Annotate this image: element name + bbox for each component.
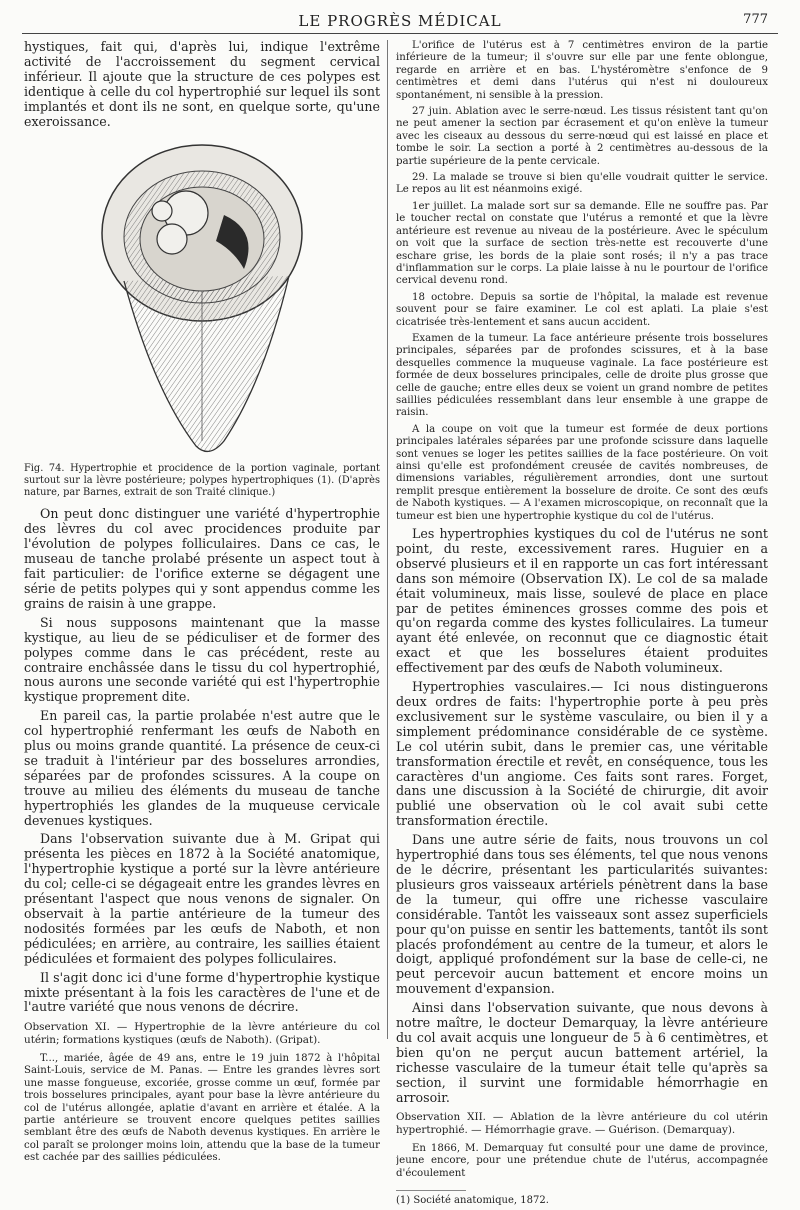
figure (24, 133, 380, 463)
paragraph: 1er juillet. La malade sort sur sa demande. Elle ne souffre pas. Par le toucher rectal on constate que l'utérus a remonté et que la lèvre antérieure est revenue au niveau de la postérieure. Avec le spéculum on voit que la surface de section très-nette est recouverte d'une eschare grise, les bords de la plaie sont rosés; il n'y a pas trace d'inflammation sur le corps. La plaie laisse à nu le pourtour de l'orifice cervical devenu rond. (396, 200, 768, 287)
paragraph: A la coupe on voit que la tumeur est formée de deux portions principales latérales séparées par une profonde scissure dans laquelle sont venues se loger les petites saillies de la face postérieure. On voit ainsi qu'elle est profondément creusée de cavités nombreuses, de dimensions variables, régulièrement arrondies, dont une surtout remplit presque entièrement la bosselure de droite. Ce sont des œufs de Naboth kystiques. — A l'examen microscopique, on reconnaît que la tumeur est bien une hypertrophie kystique du col de l'utérus. (396, 423, 768, 522)
running-title: LE PROGRÈS MÉDICAL (298, 12, 502, 30)
paragraph: 29. La malade se trouve si bien qu'elle voudrait quitter le service. Le repos au lit est néanmoins exigé. (396, 172, 768, 196)
observation-heading: Observation XII. — Ablation de la lèvre antérieure du col utérin hypertrophié. — Hémorrhagie grave. — Guérison. (Demarquay). (396, 1111, 768, 1137)
figure-caption: Fig. 74. Hypertrophie et procidence de la portion vaginale, portant surtout sur la lèvre postérieure; polypes hypertrophiques (1). (D'après nature, par Barnes, extrait de son Traité clinique.) (24, 463, 380, 499)
observation-heading: Observation XI. — Hypertrophie de la lèvre antérieure du col utérin; formations kystiques (œufs de Naboth). (Gripat). (24, 1021, 380, 1047)
paragraph: On peut donc distinguer une variété d'hypertrophie des lèvres du col avec procidences produite par l'évolution de polypes folliculaires. Dans ce cas, le museau de tanche prolabé présente un aspect tout à fait particulier: de l'orifice externe se dégagent une série de petits polypes qui y sont appendus comme les grains de raisin à une grappe. (24, 506, 380, 611)
paragraph: L'orifice de l'utérus est à 7 centimètres environ de la partie inférieure de la tumeur; il s'ouvre sur elle par une fente oblongue, regarde en arrière et en bas. L'hystéromètre s'enfonce de 9 centimètres et demi dans l'utérus qui n'est ni douloureux spontanément, ni sensible à la pression. (396, 40, 768, 101)
paragraph: Si nous supposons maintenant que la masse kystique, au lieu de se pédiculiser et de former des polypes comme dans le cas précédent, reste au contraire enchâssée dans le tissu du col hypertrophié, nous aurons une seconde variété qui est l'hypertrophie kystique proprement dite. (24, 614, 380, 705)
left-column (24, 40, 380, 1169)
column-divider (387, 40, 388, 1039)
paragraph: 27 juin. Ablation avec le serre-nœud. Les tissus résistent tant qu'on ne peut amener la section par écrasement et qu'on enlève la tumeur avec les ciseaux au dessous du serre-nœud qui est laissé en place et tombe le soir. La section a porté à 2 centimètres au-dessous de la partie supérieure de la pente cervicale. (396, 106, 768, 167)
page-number: 777 (743, 12, 768, 27)
paragraph: Il s'agit donc ici d'une forme d'hypertrophie kystique mixte présentant à la fois les caractères de l'une et de l'autre variété que nous venons de décrire. (24, 969, 380, 1015)
paragraph: Dans une autre série de faits, nous trouvons un col hypertrophié dans tous ses éléments, tel que nous venons de le décrire, présentant les particularités suivantes: plusieurs gros vaisseaux artériels pénètrent dans la base de la tumeur, qui offre une richesse vasculaire considérable. Tantôt les vaisseaux sont assez superficiels pour qu'on puisse en sentir les battements, tantôt ils sont placés profondément au centre de la tumeur, et alors le doigt, appliqué profondément sur la base de celle-ci, ne peut percevoir aucun battement et encore moins un mouvement d'expansion. (396, 832, 768, 997)
paragraph: T..., mariée, âgée de 49 ans, entre le 19 juin 1872 à l'hôpital Saint-Louis, service de M. Panas. — Entre les grandes lèvres sort une masse fongueuse, excoriée, grosse comme un œuf, formée par trois bosselures principales, ayant pour base la lèvre antérieure du col de l'utérus allongée, aplatie d'avant en arrière et étalée. A la partie antérieure se trouvent encore quelques petites saillies semblant être des œufs de Naboth devenus kystiques. En arrière le col paraît se prolonger moins loin, attendu que la base de la tumeur est cachée par des saillies pédiculées. (24, 1052, 380, 1164)
paragraph: hystiques, fait qui, d'après lui, indique l'extrême activité de l'accroissement du segment cervical inférieur. Il ajoute que la structure de ces polypes est identique à celle du col hypertrophié sur lequel ils sont implantés et dont ils ne sont, en quelque sorte, qu'une exeroissance. (24, 40, 380, 129)
hypertrophy-illustration (84, 141, 324, 461)
header-rule (22, 33, 778, 34)
paragraph: Dans l'observation suivante due à M. Gripat qui présenta les pièces en 1872 à la Société anatomique, l'hypertrophie kystique a porté sur la lèvre antérieure du col; celle-ci se dégageait entre les grandes lèvres en présentant l'aspect que nous venons de signaler. On observait à la partie antérieure de la tumeur des nodosités formées par les œufs de Naboth, et non pédiculées; en arrière, au contraire, les saillies étaient pédiculées et formaient des polypes folliculaires. (24, 831, 380, 966)
footnote: (1) Société anatomique, 1872. (396, 1195, 549, 1207)
paragraph: En 1866, M. Demarquay fut consulté pour une dame de province, jeune encore, pour une prétendue chute de l'utérus, accompagnée d'écoulement (396, 1143, 768, 1179)
paragraph: En pareil cas, la partie prolabée n'est autre que le col hypertrophié renfermant les œufs de Naboth en plus ou moins grande quantité. La présence de ceux-ci se traduit à l'intérieur par des bosselures arrondies, séparées par de profondes scissures. A la coupe on trouve au milieu des éléments du museau de tanche hypertrophiés les glandes de la muqueuse cervicale devenues kystiques. (24, 708, 380, 828)
paragraph: Examen de la tumeur. La face antérieure présente trois bosselures principales, séparées par de profondes scissures, et à la base desquelles commence la muqueuse vaginale. La face postérieure est formée de deux bosselures principales, celle de droite plus grosse que celle de gauche; entre elles deux se voient un grand nombre de petites saillies pédiculées ressemblant dans leur ensemble à une grappe de raisin. (396, 332, 768, 419)
footnote-rule (396, 1190, 466, 1191)
paragraph: Hypertrophies vasculaires.— Ici nous distinguerons deux ordres de faits: l'hypertrophie porte à peu près exclusivement sur le système vasculaire, ou bien il y a simplement prédominance considérable de ce système. Le col utérin subit, dans le premier cas, une véritable transformation érectile et revêt, en conséquence, tous les caractères d'un angiome. Ces faits sont rares. Forget, dans une discussion à la Société de chirurgie, dit avoir publié une observation où le col avait subi cette transformation érectile. (396, 679, 768, 829)
paragraph: Les hypertrophies kystiques du col de l'utérus ne sont point, du reste, excessivement rares. Huguier en a observé plusieurs et il en rapporte un cas fort intéressant dans son mémoire (Observation IX). Le col de sa malade était volumineux, mais lisse, soulevé de place en place par de petites éminences grosses comme des pois et qu'on regarda comme des kystes folliculaires. La tumeur ayant été enlevée, on reconnut que ce diagnostic était exact et que les bosselures étaient produites effectivement par des œufs de Naboth volumineux. (396, 526, 768, 676)
paragraph: 18 octobre. Depuis sa sortie de l'hôpital, la malade est revenue souvent pour se faire examiner. Le col est aplati. La plaie s'est cicatrisée très-lentement et sans aucun accident. (396, 291, 768, 328)
page-header (22, 8, 778, 32)
paragraph: Ainsi dans l'observation suivante, que nous devons à notre maître, le docteur Demarquay, la lèvre antérieure du col avait acquis une longueur de 5 à 6 centimètres, et bien qu'on ne perçut aucun battement artériel, la richesse vasculaire de la tumeur était telle qu'après sa section, il survint une formidable hémorrhagie en arrosoir. (396, 1000, 768, 1105)
right-column (396, 40, 768, 1210)
